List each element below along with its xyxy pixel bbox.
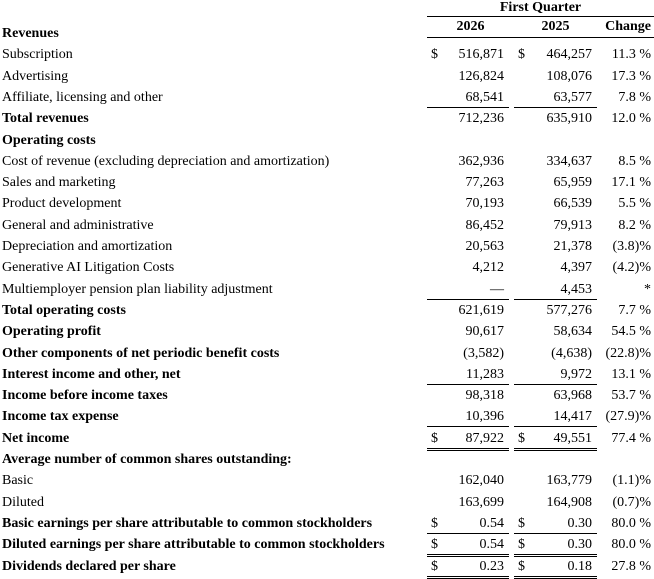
- value-2026: [427, 343, 509, 363]
- value-2025: [514, 321, 597, 341]
- value-2025: [514, 87, 597, 108]
- currency-symbol: $: [431, 558, 438, 574]
- table-row: [0, 343, 654, 364]
- table-row: [0, 321, 654, 342]
- cell-value: 54.5 %: [611, 324, 651, 340]
- cell-value: 712,236: [458, 111, 504, 127]
- cell-value: 108,076: [546, 68, 592, 84]
- row-label: Sales and marketing: [2, 175, 116, 191]
- value-2025: [514, 449, 597, 469]
- cell-value: (4.2)%: [612, 260, 651, 276]
- table-row: [0, 130, 654, 151]
- value-2026: [427, 449, 509, 469]
- value-2025: [514, 385, 597, 405]
- value-2025: [514, 343, 597, 363]
- value-2026: [427, 87, 509, 108]
- row-label: Diluted: [2, 494, 44, 510]
- value-2025: [514, 428, 597, 451]
- change-value: [597, 66, 651, 86]
- cell-value: 63,577: [553, 89, 592, 105]
- cell-value: 8.5 %: [618, 153, 651, 169]
- value-2026: [427, 492, 509, 512]
- change-value: [597, 385, 651, 405]
- table-row: [0, 23, 654, 44]
- cell-value: 362,936: [458, 153, 504, 169]
- cell-value: 77,263: [465, 175, 504, 191]
- row-label: Basic: [2, 473, 34, 489]
- cell-value: 0.18: [567, 558, 592, 574]
- cell-value: 58,634: [553, 324, 592, 340]
- table-row: [0, 534, 654, 555]
- change-value: [597, 513, 651, 533]
- row-label: Depreciation and amortization: [2, 239, 173, 254]
- value-2026: [427, 66, 509, 86]
- cell-value: 17.3 %: [611, 68, 651, 84]
- change-value: [597, 556, 651, 576]
- table-row: [0, 406, 654, 427]
- cell-value: 0.30: [567, 515, 592, 531]
- table-row: [0, 236, 654, 257]
- row-label: Operating profit: [2, 324, 101, 340]
- value-2026: [427, 23, 509, 43]
- table-row: [0, 428, 654, 449]
- value-2026: [427, 534, 509, 557]
- row-label: Net income: [2, 430, 70, 446]
- table-row: [0, 151, 654, 172]
- value-2026: [427, 257, 509, 277]
- change-value: [597, 428, 651, 448]
- cell-value: 68,541: [465, 89, 504, 105]
- cell-value: 4,212: [472, 260, 504, 276]
- row-label: Average number of common shares outstanding:: [2, 452, 292, 467]
- change-value: [597, 492, 651, 512]
- cell-value: 63,968: [553, 388, 592, 404]
- table-row: [0, 172, 654, 193]
- cell-value: 77.4 %: [611, 430, 651, 446]
- cell-value: (3.8)%: [612, 239, 651, 254]
- cell-value: 87,922: [465, 430, 504, 446]
- cell-value: 577,276: [546, 302, 592, 318]
- cell-value: 10,396: [465, 409, 504, 425]
- value-2025: [514, 23, 597, 43]
- change-value: [597, 44, 651, 64]
- column-header-2025: 2025: [541, 19, 570, 34]
- value-2026: [427, 151, 509, 171]
- value-2025: [514, 279, 597, 300]
- table-row: [0, 513, 654, 534]
- change-value: [597, 343, 651, 363]
- cell-value: 98,318: [465, 388, 504, 404]
- cell-value: 5.5 %: [618, 196, 651, 212]
- table-row: [0, 193, 654, 214]
- cell-value: (3,582): [463, 345, 504, 361]
- table-row: [0, 44, 654, 65]
- value-2026: [427, 364, 509, 385]
- row-label: Income before income taxes: [2, 388, 168, 404]
- row-label: Basic earnings per share attributable to common stockholders: [2, 515, 373, 531]
- cell-value: 11.3 %: [611, 47, 651, 63]
- row-label: Total revenues: [2, 111, 89, 127]
- cell-value: 8.2 %: [618, 217, 651, 233]
- value-2025: [514, 130, 597, 150]
- cell-value: 53.7 %: [611, 388, 651, 404]
- value-2025: [514, 556, 597, 579]
- table-row: [0, 556, 654, 577]
- row-label: Generative AI Litigation Costs: [2, 260, 175, 276]
- cell-value: 90,617: [465, 324, 504, 340]
- currency-symbol: $: [431, 515, 438, 531]
- cell-value: —: [490, 281, 504, 297]
- row-label: Cost of revenue (excluding depreciation and amortization): [2, 153, 330, 169]
- cell-value: 20,563: [465, 239, 504, 254]
- cell-value: 635,910: [546, 111, 592, 127]
- cell-value: 27.8 %: [611, 558, 651, 574]
- change-value: [597, 215, 651, 235]
- cell-value: 163,779: [546, 473, 592, 489]
- value-2026: [427, 385, 509, 405]
- row-label: Subscription: [2, 47, 73, 63]
- cell-value: 4,453: [560, 281, 592, 297]
- cell-value: 80.0 %: [611, 515, 651, 531]
- change-value: [597, 279, 651, 299]
- row-label: Product development: [2, 196, 122, 212]
- change-value: [597, 534, 651, 554]
- cell-value: 126,824: [458, 68, 504, 84]
- table-row: [0, 300, 654, 321]
- value-2026: [427, 556, 509, 579]
- value-2025: [514, 257, 597, 277]
- currency-symbol: $: [431, 47, 438, 63]
- cell-value: 79,913: [553, 217, 592, 233]
- value-2025: [514, 108, 597, 128]
- value-2026: [427, 321, 509, 341]
- value-2025: [514, 534, 597, 557]
- cell-value: 164,908: [546, 494, 592, 510]
- currency-symbol: $: [431, 537, 438, 553]
- cell-value: 13.1 %: [611, 366, 651, 382]
- change-value: [597, 172, 651, 192]
- cell-value: 9,972: [560, 366, 592, 382]
- cell-value: 21,378: [553, 239, 592, 254]
- table-row: [0, 364, 654, 385]
- change-value: [597, 236, 651, 256]
- cell-value: 4,397: [560, 260, 592, 276]
- change-value: [597, 321, 651, 341]
- cell-value: 11,283: [466, 366, 504, 382]
- value-2025: [514, 172, 597, 192]
- value-2026: [427, 130, 509, 150]
- cell-value: 0.54: [479, 537, 504, 553]
- value-2025: [514, 193, 597, 213]
- row-label: Affiliate, licensing and other: [2, 89, 163, 105]
- change-value: [597, 130, 651, 150]
- table-row: [0, 470, 654, 491]
- cell-value: 86,452: [465, 217, 504, 233]
- value-2026: [427, 513, 509, 534]
- cell-value: *: [644, 281, 651, 297]
- cell-value: 334,637: [546, 153, 592, 169]
- currency-symbol: $: [518, 537, 525, 553]
- row-label: Revenues: [2, 26, 59, 41]
- value-2025: [514, 151, 597, 171]
- change-value: [597, 193, 651, 213]
- table-row: [0, 257, 654, 278]
- column-header-2026: 2026: [456, 19, 485, 34]
- value-2026: [427, 236, 509, 256]
- cell-value: 7.8 %: [618, 89, 651, 105]
- cell-value: (1.1)%: [612, 473, 651, 489]
- cell-value: (0.7)%: [612, 494, 651, 510]
- table-row: [0, 215, 654, 236]
- value-2025: [514, 406, 597, 427]
- row-label: Income tax expense: [2, 409, 119, 425]
- value-2026: [427, 215, 509, 235]
- cell-value: 14,417: [553, 409, 592, 425]
- table-row: [0, 385, 654, 406]
- currency-symbol: $: [431, 430, 438, 446]
- value-2025: [514, 513, 597, 534]
- cell-value: 65,959: [553, 175, 592, 191]
- value-2026: [427, 108, 509, 128]
- cell-value: (22.8)%: [605, 345, 651, 361]
- cell-value: 516,871: [458, 47, 504, 63]
- cell-value: (4,638): [551, 345, 592, 361]
- cell-value: (27.9)%: [605, 409, 651, 425]
- value-2026: [427, 172, 509, 192]
- value-2026: [427, 44, 509, 64]
- row-label: Diluted earnings per share attributable to common stockholders: [2, 537, 385, 553]
- value-2026: [427, 279, 509, 300]
- table-row: [0, 492, 654, 513]
- period-header: First Quarter: [427, 0, 654, 17]
- currency-symbol: $: [518, 430, 525, 446]
- value-2025: [514, 470, 597, 490]
- change-value: [597, 87, 651, 107]
- value-2025: [514, 44, 597, 64]
- value-2026: [427, 470, 509, 490]
- value-2025: [514, 300, 597, 320]
- change-value: [597, 364, 651, 384]
- currency-symbol: $: [518, 47, 525, 63]
- value-2025: [514, 215, 597, 235]
- currency-symbol: $: [518, 515, 525, 531]
- cell-value: 621,619: [458, 302, 504, 318]
- change-value: [597, 406, 651, 426]
- cell-value: 464,257: [546, 47, 592, 63]
- row-label: Operating costs: [2, 132, 96, 148]
- row-label: Total operating costs: [2, 302, 126, 318]
- currency-symbol: $: [518, 558, 525, 574]
- table-row: [0, 108, 654, 129]
- cell-value: 0.54: [479, 515, 504, 531]
- row-label: Advertising: [2, 68, 69, 84]
- change-value: [597, 257, 651, 277]
- column-header-change: Change: [605, 19, 651, 34]
- cell-value: 0.30: [567, 537, 592, 553]
- value-2026: [427, 300, 509, 320]
- cell-value: 0.23: [479, 558, 504, 574]
- value-2026: [427, 193, 509, 213]
- row-label: General and administrative: [2, 217, 154, 233]
- cell-value: 70,193: [465, 196, 504, 212]
- cell-value: 163,699: [458, 494, 504, 510]
- header-rule: [427, 37, 654, 38]
- change-value: [597, 449, 651, 469]
- cell-value: 162,040: [458, 473, 504, 489]
- change-value: [597, 108, 651, 128]
- value-2026: [427, 406, 509, 427]
- value-2026: [427, 428, 509, 451]
- cell-value: 17.1 %: [611, 175, 651, 191]
- table-row: [0, 87, 654, 108]
- change-value: [597, 300, 651, 320]
- change-value: [597, 151, 651, 171]
- table-row: [0, 66, 654, 87]
- value-2025: [514, 364, 597, 385]
- table-row: [0, 279, 654, 300]
- value-2025: [514, 236, 597, 256]
- value-2025: [514, 492, 597, 512]
- cell-value: 7.7 %: [618, 302, 651, 318]
- change-value: [597, 23, 651, 43]
- value-2025: [514, 66, 597, 86]
- cell-value: 80.0 %: [611, 537, 651, 553]
- row-label: Interest income and other, net: [2, 366, 181, 382]
- row-label: Dividends declared per share: [2, 558, 176, 574]
- cell-value: 49,551: [553, 430, 592, 446]
- row-label: Multiemployer pension plan liability adjustment: [2, 281, 273, 297]
- row-label: Other components of net periodic benefit costs: [2, 345, 280, 361]
- cell-value: 66,539: [553, 196, 592, 212]
- table-row: [0, 449, 654, 470]
- change-value: [597, 470, 651, 490]
- cell-value: 12.0 %: [611, 111, 651, 127]
